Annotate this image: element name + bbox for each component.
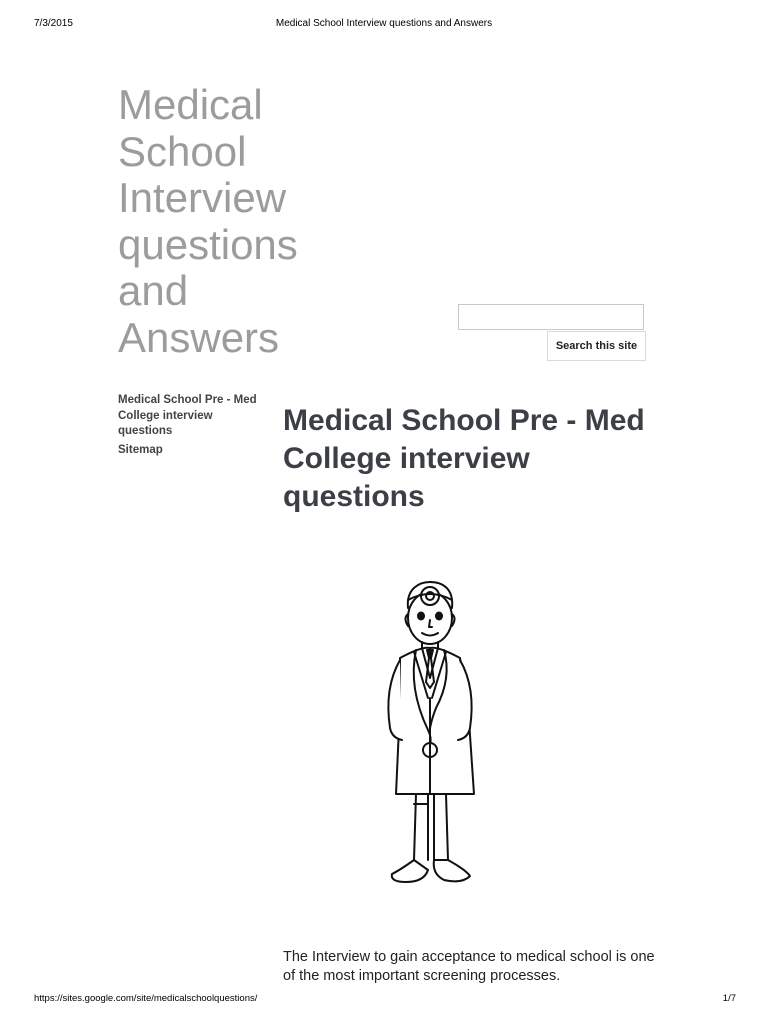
intro-paragraph: The Interview to gain acceptance to medical school is one of the most important screening processes.: [283, 948, 655, 984]
site-title[interactable]: Medical School Interview questions and Answers: [118, 81, 298, 361]
page-heading: Medical School Pre - Med College interview questions: [283, 404, 645, 513]
print-page-title: Medical School Interview questions and Answers: [275, 18, 493, 29]
sidebar-nav: [118, 393, 268, 461]
print-url: https://sites.google.com/site/medicalschoolquestions/: [34, 993, 258, 1004]
sidebar-item-sitemap[interactable]: Sitemap: [118, 443, 163, 456]
print-date: 7/3/2015: [34, 18, 73, 29]
print-page-number: 1/7: [722, 993, 736, 1004]
sidebar-item-interview-questions[interactable]: Medical School Pre - Med College interview questions: [118, 394, 257, 437]
doctor-illustration: [370, 578, 495, 888]
search-input[interactable]: [458, 304, 644, 330]
search-site-button[interactable]: Search this site: [547, 331, 646, 361]
